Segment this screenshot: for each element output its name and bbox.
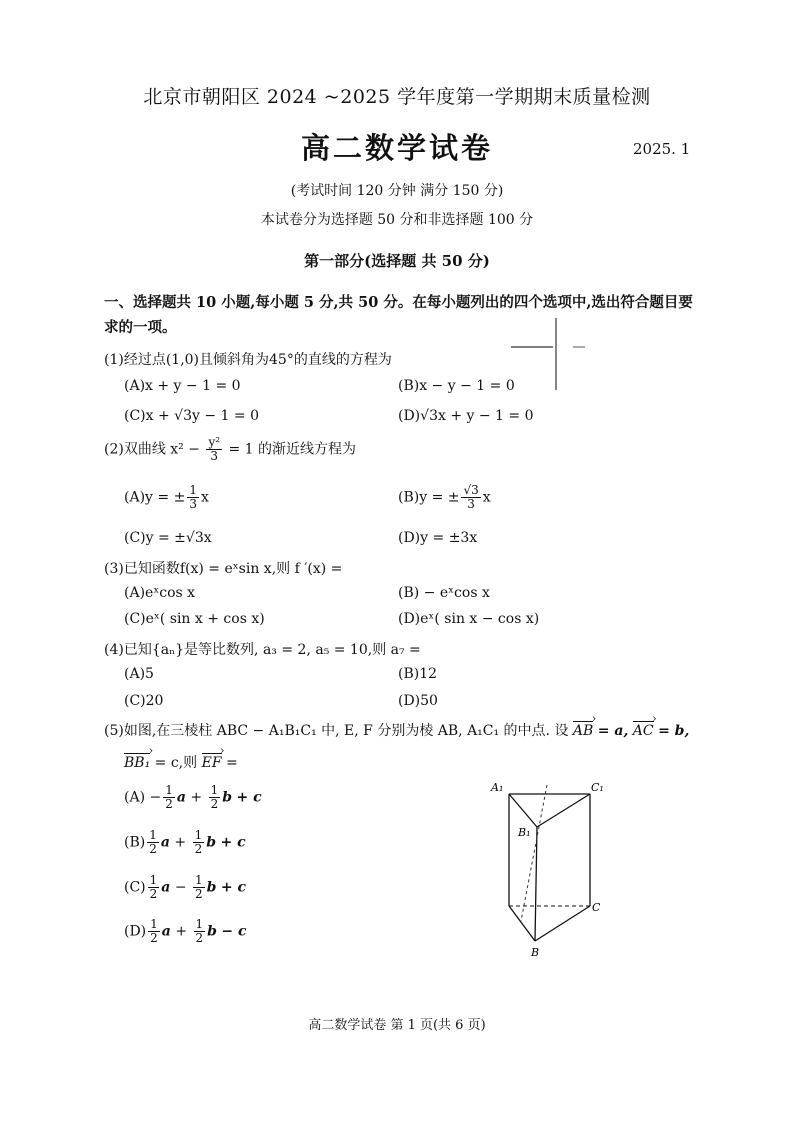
frac-den: 2 — [195, 887, 203, 901]
q2-a-fraction — [187, 484, 199, 511]
exam-name: 北京市朝阳区 2024 ~2025 学年度第一学期期末质量检测 — [143, 86, 651, 108]
q2-stem-suffix: = 1 的渐近线方程为 — [228, 441, 357, 458]
part-title: 第一部分(选择题 共 50 分) — [304, 252, 490, 270]
q2-option-d: (D)y = ±3x — [398, 530, 478, 546]
q3-option-b: (B) − eˣcos x — [398, 585, 490, 601]
frac-num: 1 — [165, 783, 173, 797]
edge-ab — [509, 906, 535, 941]
q5-a-frac2 — [209, 784, 221, 811]
edge-a1b1 — [509, 794, 537, 827]
q2-stem — [104, 436, 356, 463]
q5-option-d — [124, 918, 247, 945]
frac-den: 2 — [210, 797, 219, 811]
page-title: 高二数学试卷 — [300, 131, 493, 165]
q2-option-a — [124, 484, 209, 511]
frac-num: 1 — [149, 873, 158, 887]
q5-stem-line2 — [124, 752, 238, 772]
exam-note: 本试卷分为选择题 50 分和非选择题 100 分 — [260, 212, 534, 228]
vector-ac: AC › — [633, 723, 654, 739]
section-intro: 一、选择题共 10 小题,每小题 5 分,共 50 分。在每小题列出的四个选项中,选出符合题目要求的一项。 — [104, 294, 693, 336]
q5-option-b — [124, 829, 246, 856]
q5-stem-line1 — [104, 720, 689, 740]
q4-option-a: (A)5 — [124, 666, 154, 682]
q2-b-prefix: (B)y = ± — [398, 489, 460, 506]
q1-option-c: (C)x + √3y − 1 = 0 — [124, 408, 259, 424]
op: + — [174, 834, 187, 851]
term-c: + c — [220, 879, 247, 896]
var-a: a — [160, 834, 170, 851]
term-c: − c — [221, 923, 247, 940]
q3-option-c: (C)eˣ( sin x + cos x) — [124, 611, 265, 627]
q3-option-d: (D)eˣ( sin x − cos x) — [398, 611, 540, 627]
q5-eq-c: = c,则 — [154, 755, 198, 771]
prism-figure — [485, 775, 615, 965]
q5-c-label: (C) — [124, 879, 146, 896]
q5-b-frac1 — [147, 829, 159, 856]
frac-num: 1 — [195, 873, 203, 887]
vector-ef: EF › — [202, 755, 222, 771]
frac-den: 2 — [165, 797, 173, 811]
q3-stem: (3)已知函数f(x) = eˣsin x,则 f ′(x) = — [104, 561, 343, 577]
q4-option-d: (D)50 — [398, 693, 438, 709]
frac-num: 1 — [195, 917, 204, 931]
q5-c-frac1 — [148, 874, 160, 901]
q2-b-suffix: x — [482, 489, 491, 506]
crop-mark — [505, 318, 595, 398]
q5-eq-end: = — [225, 755, 238, 771]
q4-option-c: (C)20 — [124, 693, 164, 709]
q4-option-b: (B)12 — [398, 666, 438, 682]
op: − — [174, 879, 187, 896]
q1-option-b: (B)x − y − 1 = 0 — [398, 378, 515, 394]
q5-stem-text: (5)如图,在三棱柱 ABC − A₁B₁C₁ 中, E, F 分别为棱 AB, A₁C₁ 的中点. 设 — [104, 723, 569, 739]
var-b: b — [206, 879, 217, 896]
frac-num: 1 — [210, 783, 219, 797]
exam-info: (考试时间 120 分钟 满分 150 分) — [290, 183, 504, 199]
term-c: + c — [236, 789, 262, 806]
q5-b-frac2 — [193, 829, 205, 856]
exam-date: 2025. 1 — [633, 140, 691, 158]
label-c: C — [592, 901, 601, 914]
frac-den: 2 — [195, 931, 204, 945]
vector-bb1: BB₁ › — [124, 755, 150, 771]
q5-c-frac2 — [193, 874, 205, 901]
vector-ab: AB › — [573, 723, 593, 739]
op: + — [190, 789, 203, 806]
q1-option-d: (D)√3x + y − 1 = 0 — [398, 408, 534, 424]
var-a: a — [161, 879, 171, 896]
dashed-segment — [521, 785, 547, 921]
edge-b1c1 — [537, 794, 590, 827]
q5-d-label: (D) — [124, 923, 147, 940]
frac-den: 2 — [150, 931, 158, 945]
var-a: a — [161, 923, 171, 940]
q2-a-prefix: (A)y = ± — [124, 489, 186, 506]
q5-option-c — [124, 874, 246, 901]
frac-den: 2 — [194, 842, 203, 856]
q3-option-a: (A)eˣcos x — [124, 585, 196, 601]
var-b: b — [207, 923, 217, 940]
q2-option-b — [398, 484, 491, 511]
q5-eq-b: = b, — [658, 723, 690, 739]
q5-d-frac1 — [148, 918, 160, 945]
frac-num: 1 — [149, 828, 157, 842]
var-a: a — [176, 789, 186, 806]
q2-den: 3 — [210, 449, 219, 463]
q2-option-c: (C)y = ±√3x — [124, 530, 212, 546]
frac-num: 1 — [194, 828, 203, 842]
var-b: b — [222, 789, 233, 806]
label-c1: C₁ — [591, 781, 604, 794]
label-b1: B₁ — [518, 826, 531, 839]
q2-a-suffix: x — [200, 489, 209, 506]
label-b: B — [531, 946, 540, 959]
var-b: b — [206, 834, 217, 851]
term-c: + c — [220, 834, 246, 851]
q4-stem: (4)已知{aₙ}是等比数列, a₃ = 2, a₅ = 10,则 a₇ = — [104, 642, 421, 658]
q5-d-frac2 — [194, 918, 206, 945]
q2-fraction — [206, 436, 222, 463]
q5-option-a — [124, 784, 262, 811]
frac-den: 2 — [149, 842, 157, 856]
q2-a-num: 1 — [189, 483, 197, 497]
label-a1: A₁ — [491, 781, 504, 794]
q5-a-frac1 — [163, 784, 175, 811]
page-footer: 高二数学试卷 第 1 页(共 6 页) — [308, 1018, 486, 1033]
q2-b-den: 3 — [467, 497, 475, 511]
q5-a-label: (A) − — [124, 789, 162, 806]
q2-a-den: 3 — [189, 497, 197, 511]
edge-bc — [535, 906, 590, 941]
frac-num: 1 — [150, 917, 158, 931]
q1-stem: (1)经过点(1,0)且倾斜角为45°的直线的方程为 — [104, 352, 392, 368]
frac-den: 2 — [149, 887, 158, 901]
q2-stem-prefix: (2)双曲线 x² − — [104, 441, 200, 458]
q5-b-label: (B) — [124, 834, 146, 851]
q5-eq-a: = a, — [597, 723, 629, 739]
op: + — [175, 923, 188, 940]
q2-num: y² — [208, 435, 221, 449]
q2-b-num: √3 — [463, 483, 479, 497]
q2-b-fraction — [461, 484, 480, 511]
q1-option-a: (A)x + y − 1 = 0 — [124, 378, 241, 394]
